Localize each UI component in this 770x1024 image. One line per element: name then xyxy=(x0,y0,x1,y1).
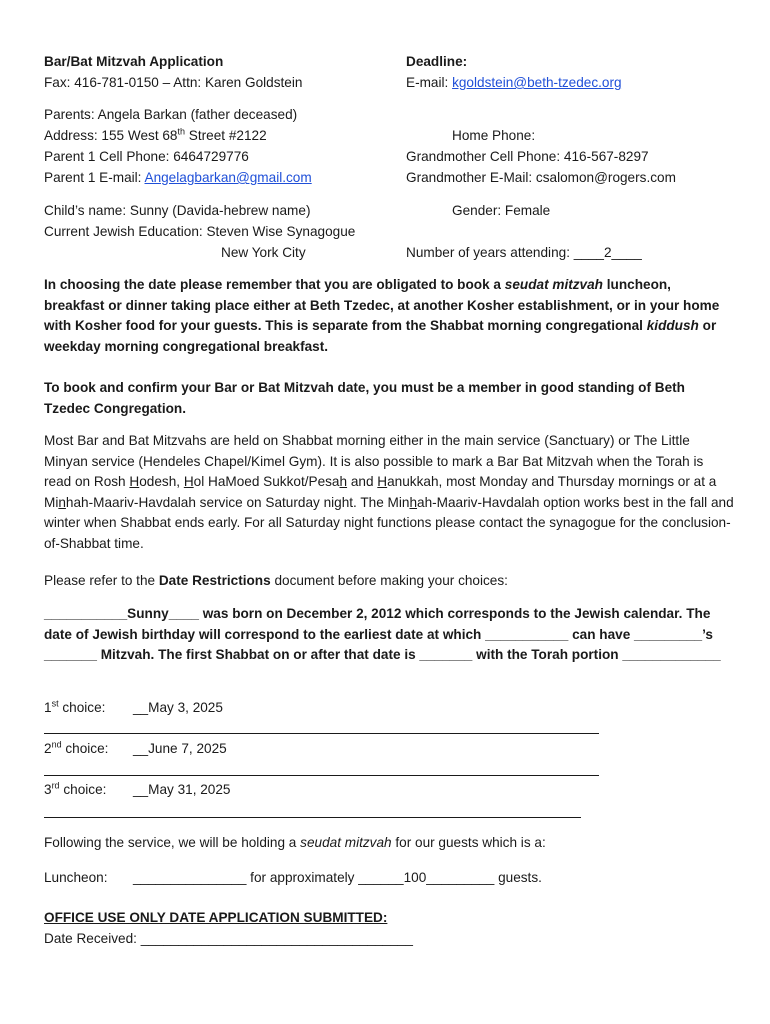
seudat-term: seudat mitzvah xyxy=(300,835,392,850)
choice-2-line xyxy=(44,775,599,776)
education-city: New York City xyxy=(221,245,306,260)
info-underlined: n xyxy=(58,494,66,510)
grandmother-email: Grandmother E-Mail: csalomon@rogers.com xyxy=(406,170,676,185)
address-text-suffix: Street #2122 xyxy=(185,128,267,143)
notice-italic-term: kiddush xyxy=(646,318,699,334)
child-gender: Gender: Female xyxy=(452,203,551,218)
office-use-heading: OFFICE USE ONLY DATE APPLICATION SUBMITTED: xyxy=(44,910,388,925)
date-restrictions-doc: Date Restrictions xyxy=(158,573,271,588)
info-text: Most Bar and Bat Mitzvahs are held on Shabbat morning either in the main service (Sanctuary) or The Little Minyan service (Hendeles Chapel/Kimel Gym). It is also possible to mark a Bar Bat Mitzvah when the Torah is read on Rosh xyxy=(44,433,704,490)
service-info-paragraph xyxy=(44,431,734,555)
contact-email-label: E-mail: xyxy=(406,75,453,90)
info-underlined: H xyxy=(129,474,140,490)
refer-text: Please refer to the xyxy=(44,573,159,588)
date-restrictions-line xyxy=(44,571,508,591)
choice-2-value[interactable]: __June 7, 2025 xyxy=(133,741,227,756)
choice-label-text: choice: xyxy=(59,782,107,797)
choice-number: 3 xyxy=(44,782,52,797)
info-text: and xyxy=(347,474,378,490)
choice-label-text: choice: xyxy=(61,741,109,756)
info-text: anukkah, most Monday and Thursday mornings or at a Mi xyxy=(44,474,717,510)
choice-3-label xyxy=(44,780,106,800)
child-name: Child’s name: Sunny (Davida-hebrew name) xyxy=(44,203,311,218)
home-phone-label: Home Phone: xyxy=(452,128,536,143)
parent-email-line xyxy=(44,168,312,188)
refer-text: document before making your choices: xyxy=(270,573,508,588)
luncheon-label: Luncheon: xyxy=(44,870,108,885)
info-underlined: h xyxy=(409,494,418,510)
seudat-text: Following the service, we will be holding a xyxy=(44,835,301,850)
notice-text: In choosing the date please remember that you are obligated to book a xyxy=(44,277,505,292)
address-line xyxy=(44,126,267,146)
address-text: Address: 155 West 68 xyxy=(44,128,178,143)
choice-suffix: rd xyxy=(51,780,60,791)
info-text: ah-Maariv-Havdalah option works best in the fall and winter when Shabbat ends early. For all Saturday night functions please contact the synagogue for the conclusion-of-Shabbat time. xyxy=(44,494,734,551)
parents-line: Parents: Angela Barkan (father deceased) xyxy=(44,107,298,122)
choice-1-value[interactable]: __May 3, 2025 xyxy=(133,700,223,715)
info-text: hah-Maariv-Havdalah service on Saturday night. The Min xyxy=(65,494,410,510)
seudat-notice xyxy=(44,275,734,357)
parent-email-link[interactable]: Angelagbarkan@gmail.com xyxy=(144,170,312,185)
choice-1-label xyxy=(44,698,105,718)
info-underlined: H xyxy=(183,474,194,490)
notice-text: or weekday morning congregational breakfast. xyxy=(44,318,717,354)
contact-email-line xyxy=(406,73,622,93)
choice-number: 2 xyxy=(44,741,52,756)
choice-label-text: choice: xyxy=(58,700,106,715)
info-underlined: H xyxy=(377,474,388,490)
choice-suffix: nd xyxy=(51,739,62,750)
date-received-field[interactable]: Date Received: ____________________________________ xyxy=(44,931,413,946)
choice-number: 1 xyxy=(44,700,52,715)
years-attending: Number of years attending: ____2____ xyxy=(406,245,642,260)
luncheon-guests[interactable]: _______________ for approximately ______100_________ guests. xyxy=(133,870,542,885)
info-text: ol HaMoed Sukkot/Pesa xyxy=(193,474,340,490)
info-underlined: h xyxy=(339,474,348,490)
choice-suffix: st xyxy=(51,698,59,709)
notice-text: luncheon, breakfast or dinner taking place either at Beth Tzedec, at another Kosher establishment, or in your home with Kosher food for your guests. This is separate from the Shabbat morning congregational xyxy=(44,277,720,334)
fax-line: Fax: 416-781-0150 – Attn: Karen Goldstein xyxy=(44,75,303,90)
membership-notice: To book and confirm your Bar or Bat Mitzvah date, you must be a member in good standing of Beth Tzedec Congregation. xyxy=(44,380,685,416)
parent-email-label: Parent 1 E-mail: xyxy=(44,170,145,185)
form-title: Bar/Bat Mitzvah Application xyxy=(44,54,224,69)
address-superscript: th xyxy=(177,126,186,137)
contact-email-link[interactable]: kgoldstein@beth-tzedec.org xyxy=(452,75,622,90)
birth-date-statement: ___________Sunny____ was born on December 2, 2012 which corresponds to the Jewish calendar. The date of Jewish birthday will correspond to the earliest date at which ___________ can have _________’s _______ Mitzvah. The first Shabbat on or after that date is _______ with the Torah portion _____________ xyxy=(44,606,721,663)
seudat-text: for our guests which is a: xyxy=(391,835,546,850)
choice-2-label xyxy=(44,739,108,759)
jewish-education: Current Jewish Education: Steven Wise Synagogue xyxy=(44,224,356,239)
info-text: odesh, xyxy=(139,474,184,490)
grandmother-cell-phone: Grandmother Cell Phone: 416-567-8297 xyxy=(406,149,649,164)
notice-italic-term: seudat mitzvah xyxy=(504,277,603,292)
choice-3-value[interactable]: __May 31, 2025 xyxy=(133,782,231,797)
parent-cell-phone: Parent 1 Cell Phone: 6464729776 xyxy=(44,149,249,164)
choice-1-line xyxy=(44,733,599,734)
seudat-line xyxy=(44,833,546,853)
deadline-label: Deadline: xyxy=(406,54,468,69)
choice-3-line xyxy=(44,817,581,818)
